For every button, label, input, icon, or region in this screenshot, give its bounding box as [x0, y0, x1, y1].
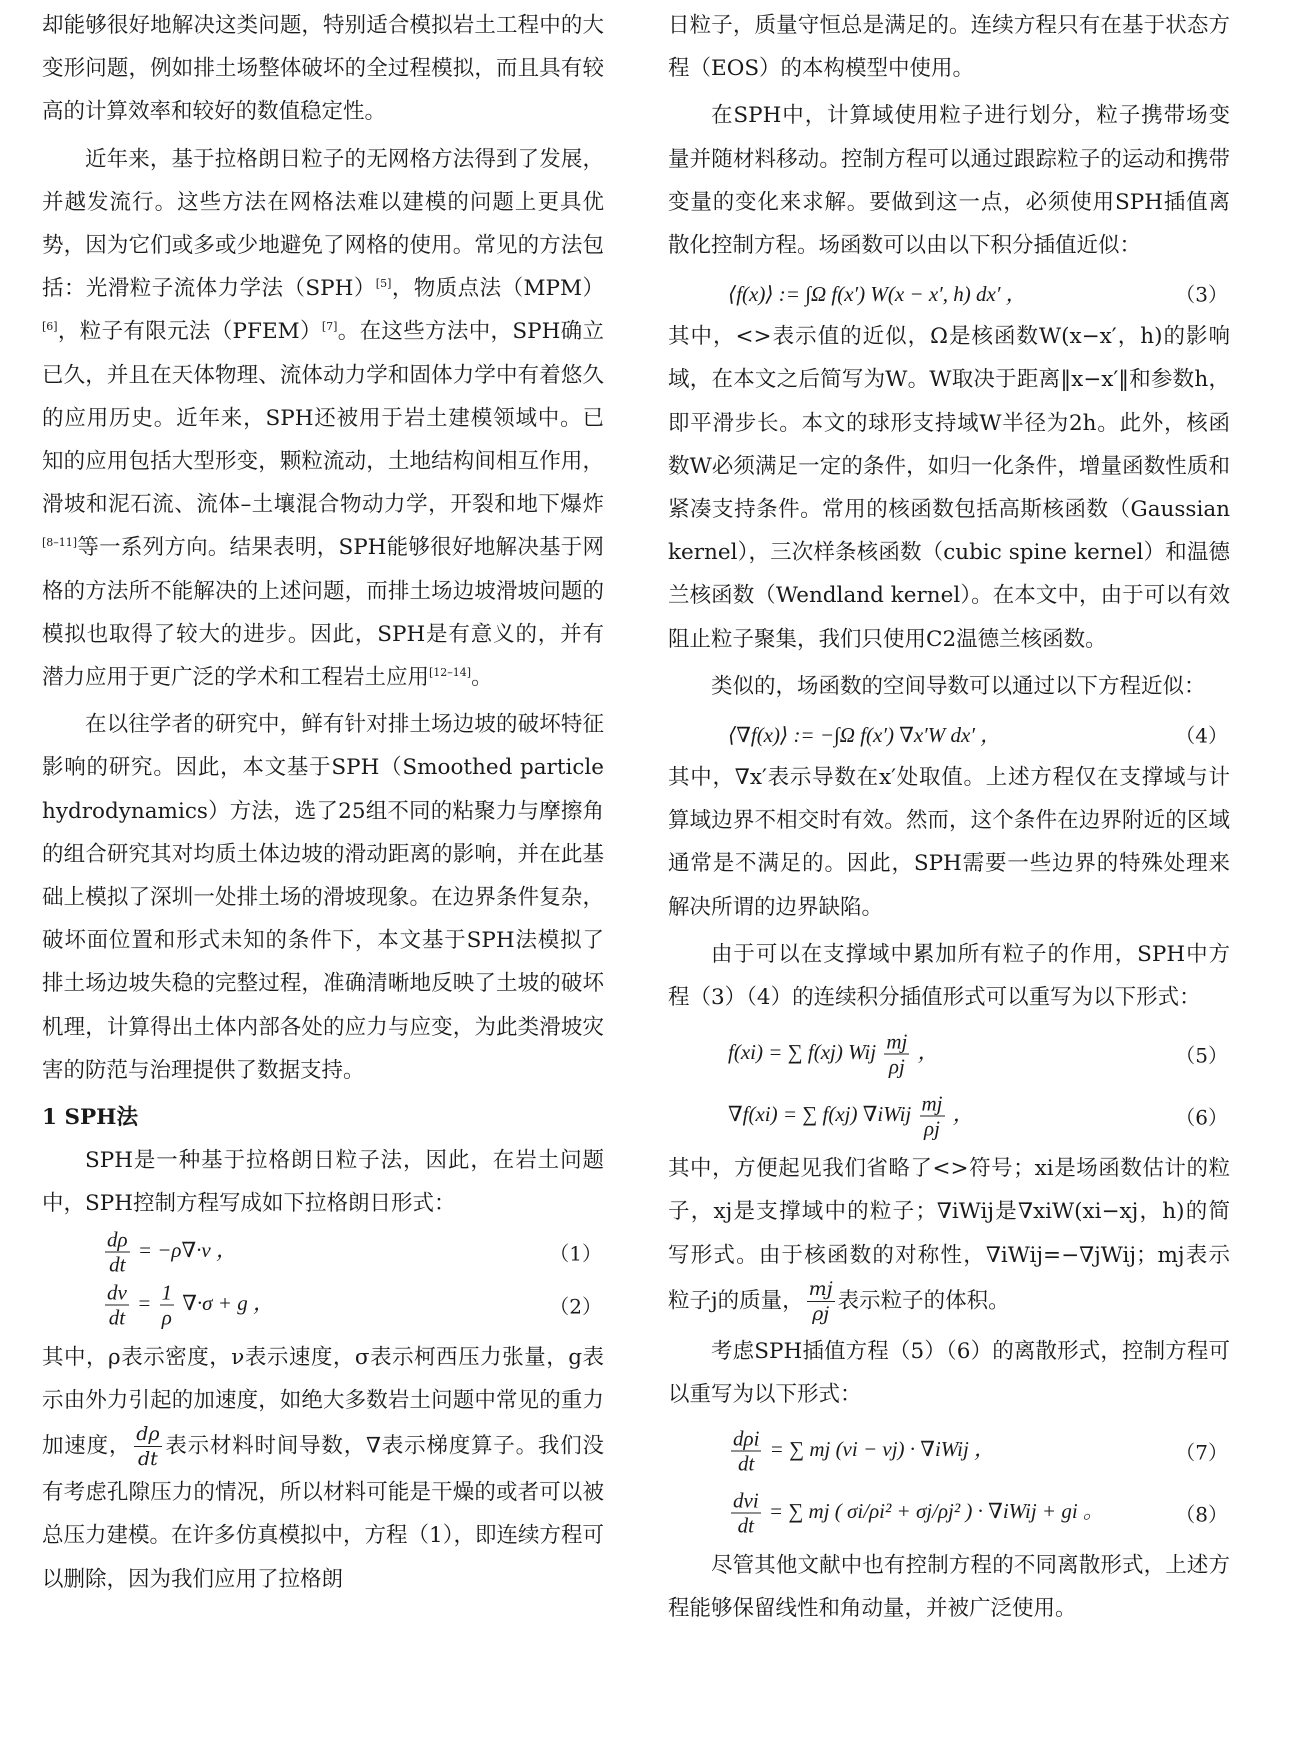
equation-4 — [668, 712, 1230, 756]
eq-rhs: ∇·σ + g ， — [182, 1290, 274, 1315]
eq-denominator: ρj — [924, 1116, 940, 1141]
equation-5 — [668, 1023, 1230, 1085]
equation-number: （5） — [1175, 1043, 1228, 1068]
equation-8 — [668, 1482, 1230, 1544]
paragraph: 尽管其他文献中也有控制方程的不同离散形式，上述方程能够保留线性和角动量，并被广泛使用。 — [668, 1553, 1230, 1622]
inline-frac-numerator: mj — [808, 1277, 833, 1300]
paragraph: 考虑SPH插值方程（5）（6）的离散形式，控制方程可以重写为以下形式： — [668, 1338, 1230, 1408]
text-run: 表示粒子的体积。 — [837, 1288, 1010, 1314]
inline-frac-denominator: dt — [137, 1448, 158, 1471]
left-column — [42, 4, 604, 1605]
eq-expression: ⟨∇f(x)⟩ := −∫Ω f(x′) ∇x′W dx′ ， — [728, 723, 1002, 748]
text-run: ，物质点法（MPM） — [391, 276, 604, 302]
paragraph: 类似的，场函数的空间导数可以通过以下方程近似： — [711, 673, 1206, 699]
eq-lhs: ∇f(xi) = ∑ f(xj) ∇iWij — [728, 1102, 912, 1127]
equation-6 — [668, 1085, 1230, 1147]
citation: [7] — [321, 320, 338, 334]
eq-denominator: dt — [738, 1451, 755, 1476]
paragraph: 由于可以在支撑域中累加所有粒子的作用，SPH中方程（3）（4）的连续积分插值形式可以重写为以下形式： — [668, 941, 1230, 1011]
section-heading: 1 SPH法 — [42, 1105, 138, 1131]
equation-3 — [668, 271, 1230, 315]
paragraph-symbol-definitions — [42, 1336, 604, 1601]
paragraph: 日粒子，质量守恒总是满足的。连续方程只有在基于状态方程（EOS）的本构模型中使用。 — [668, 13, 1230, 82]
eq-numerator: dvi — [733, 1488, 759, 1513]
eq-numerator: mj — [921, 1091, 943, 1116]
equation-2: $\frac{dv}{dt}$ = $\frac{1}{\rho}$ ∇·σ + g ， （2） — [107, 1280, 602, 1330]
eq-numerator: dv — [107, 1280, 127, 1305]
text-run: 其中，方便起见我们省略了<>符号；xi是场函数估计的粒子，xj是支撑域中的粒子；∇iWij是∇xiW(xi−xj，h)的简写形式。由于核函数的对称性，∇iWij=−∇jWij；mj表示粒子j的质量， — [668, 1156, 1230, 1314]
text-run: 。 — [471, 665, 493, 691]
citation: [6] — [42, 320, 58, 334]
right-column — [668, 4, 1230, 1635]
eq-denominator: dt — [109, 1252, 126, 1277]
equation-number: （7） — [1175, 1440, 1228, 1465]
paragraph-boundary: 其中，∇x′表示导数在x′处取值。上述方程仅在支撑域与计算域边界不相交时有效。然而，这个条件在边界附近的区域通常是不满足的。因此，SPH需要一些边界的特殊处理来解决所谓的边界缺陷。 — [668, 765, 1230, 920]
paragraph-mesh-free-methods — [42, 138, 604, 700]
paragraph: 却能够很好地解决这类问题，特别适合模拟岩土工程中的大变形问题，例如排土场整体破坏的全过程模拟，而且具有较高的计算效率和较好的数值稳定性。 — [42, 13, 604, 125]
eq-lhs: f(xi) = ∑ f(xj) Wij — [728, 1040, 877, 1065]
eq-expression: ⟨f(x)⟩ := ∫Ω f(x′) W(x − x′, h) dx′ ， — [728, 282, 1027, 307]
paragraph-sph-domain: 在SPH中，计算域使用粒子进行划分，粒子携带场变量并随材料移动。控制方程可以通过跟踪粒子的运动和携带变量的变化来求解。要做到这一点，必须使用SPH插值离散化控制方程。场函数可以由以下积分插值近似： — [668, 103, 1230, 259]
paragraph-discrete-notation — [668, 1147, 1230, 1326]
equation-number: （4） — [1175, 723, 1228, 748]
eq-denominator: ρ — [161, 1305, 172, 1330]
equation-number: （8） — [1175, 1502, 1228, 1527]
citation: [8–11] — [42, 536, 78, 550]
citation: [12–14] — [429, 665, 472, 679]
equation-1 — [42, 1227, 604, 1277]
eq-numerator: 1 — [161, 1280, 172, 1305]
paragraph: SPH是一种基于拉格朗日粒子法，因此，在岩土问题中，SPH控制方程写成如下拉格朗日形式： — [42, 1148, 604, 1217]
text-run: 近年来，基于拉格朗日粒子的无网格方法得到了发展，并越发流行。这些方法在网格法难以建模的问题上更具优势，因为它们或多或少地避免了网格的使用。常见的方法包括：光滑粒子流体力学法（SPH） — [42, 146, 604, 302]
equation-number: （2） — [549, 1294, 602, 1319]
eq-numerator: dρ — [107, 1227, 128, 1252]
equation-number: （3） — [1175, 282, 1228, 307]
eq-rhs: = ∑ mj (vi − vj) · ∇iWij ， — [769, 1437, 996, 1462]
paragraph-study-purpose: 在以往学者的研究中，鲜有针对排土场边坡的破坏特征影响的研究。因此，本文基于SPH（Smoothed particle hydrodynamics）方法，选了25组不同的粘聚力与摩擦角的组合研究其对均质土体边坡的滑动距离的影响，并在此基础上模拟了深圳一处排土场的滑坡现象。在边界条件复杂，破坏面位置和形式未知的条件下，本文基于SPH法模拟了排土场边坡失稳的完整过程，准确清晰地反映了土坡的破坏机理，计算得出土体内部各处的应力与应变，为此类滑坡灾害的防范与治理提供了数据支持。 — [42, 712, 604, 1083]
equation-number: （6） — [1175, 1105, 1228, 1130]
equation-number: （1） — [549, 1241, 602, 1266]
text-run: ，粒子有限元法（PFEM） — [57, 319, 322, 345]
eq-tail: ， — [952, 1102, 974, 1127]
eq-tail: ， — [917, 1040, 939, 1065]
text-run: 等一系列方向。结果表明，SPH能够很好地解决基于网格的方法所不能解决的上述问题，而排土场边坡滑坡问题的模拟也取得了较大的进步。因此，SPH是有意义的，并有潜力应用于更广泛的学术和工程岩土应用 — [42, 535, 604, 691]
text-run: 。在这些方法中，SPH确立已久，并且在天体物理、流体动力学和固体力学中有着悠久的应用历史。近年来，SPH还被用于岩土建模领域中。已知的应用包括大型形变，颗粒流动，土地结构间相互作用，滑坡和泥石流、流体–土壤混合物动力学，开裂和地下爆炸 — [42, 319, 604, 518]
eq-denominator: ρj — [888, 1054, 905, 1079]
eq-rhs: = ∑ mj ( σi/ρi² + σj/ρj² ) · ∇iWij + gi 。 — [768, 1499, 1104, 1524]
equation-7 — [668, 1420, 1230, 1482]
text-run: 表示材料时间导数，∇表示梯度算子。我们没有考虑孔隙压力的情况，所以材料可能是干燥的或者可以被总压力建模。在许多仿真模拟中，方程（1），即连续方程可以删除，因为我们应用了拉格朗 — [42, 1433, 604, 1592]
eq-denominator: dt — [108, 1305, 126, 1330]
text-run: 其中，ρ表示密度，ν表示速度，σ表示柯西压力张量，g表示由外力引起的加速度，如绝大多数岩土问题中常见的重力加速度， — [42, 1344, 604, 1459]
eq-numerator: dρi — [733, 1426, 760, 1451]
inline-frac-denominator: ρj — [812, 1302, 830, 1325]
citation: [5] — [375, 277, 392, 291]
eq-rhs: = −ρ∇·v ， — [137, 1237, 237, 1262]
inline-frac-numerator: dρ — [136, 1423, 160, 1446]
eq-denominator: dt — [737, 1513, 754, 1538]
paragraph-kernel-function: 其中，<>表示值的近似，Ω是核函数W(x−x′，h)的影响域，在本文之后简写为W。W取决于距离‖x−x′‖和参数h，即平滑步长。本文的球形支持域W半径为2h。此外，核函数W必须满足一定的条件，如归一化条件，增量函数性质和紧凑支持条件。常用的核函数包括高斯核函数（Gaussian kernel），三次样条核函数（cubic spine kernel）和温德兰核函数（Wendland kernel）。在本文中，由于可以有效阻止粒子聚集，我们只使用C2温德兰核函数。 — [668, 324, 1230, 652]
eq-numerator: mj — [886, 1029, 908, 1054]
